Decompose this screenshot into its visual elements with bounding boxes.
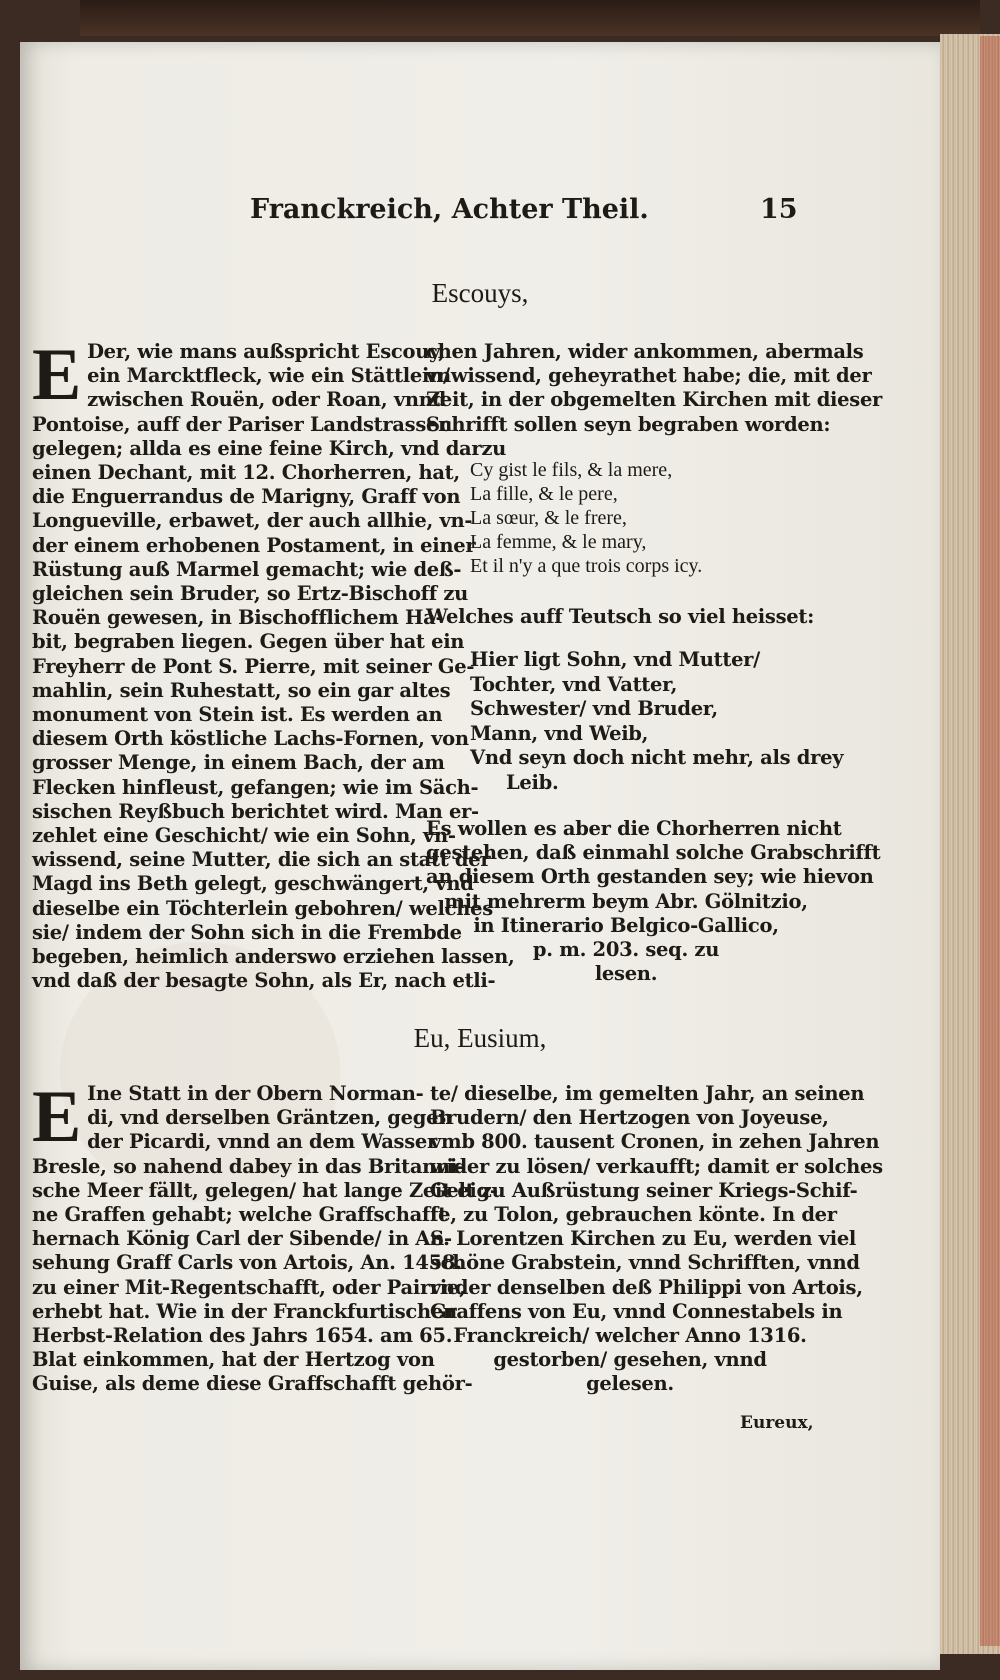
text-line: Welches auff Teutsch so viel heisset: [426, 605, 814, 628]
text-line: Magd ins Beth gelegt, geschwängert, vnd [32, 872, 474, 896]
drop-cap: E [32, 334, 82, 416]
text-line: an diesem Orth gestanden sey; wie hievon [426, 865, 874, 889]
text-line: S. Lorentzen Kirchen zu Eu, werden viel [430, 1227, 857, 1251]
catchword: Eureux, [740, 1413, 814, 1433]
text-line: monument von Stein ist. Es werden an [32, 703, 443, 727]
text-line: vnwissend, geheyrathet habe; die, mit der [426, 364, 872, 388]
translation-intro [426, 605, 826, 629]
eu-right-column [430, 1082, 883, 1397]
section-title-eu: Eu, Eusium, [413, 1023, 547, 1053]
text-line: Vnd seyn doch nicht mehr, als drey [470, 746, 844, 769]
text-line: sie/ indem der Sohn sich in die Frembde [32, 920, 462, 944]
german-epitaph [470, 648, 850, 795]
text-line: Bresle, so nahend dabey in das Britanni- [32, 1154, 465, 1178]
text-line: mit mehrerm beym Abr. Gölnitzio, [444, 889, 808, 913]
text-line: Freyherr de Pont S. Pierre, mit seiner Ge- [32, 654, 475, 678]
running-head: Franckreich, Achter Theil. [250, 194, 649, 225]
text-line: in Itinerario Belgico-Gallico, [473, 913, 779, 937]
escouys-right-intro [426, 340, 883, 437]
text-line: mahlin, sein Ruhestatt, so ein gar altes [32, 678, 451, 702]
text-line: Leib. [506, 770, 559, 794]
text-line: wider zu lösen/ verkaufft; damit er solches [430, 1154, 883, 1178]
text-line: gleichen sein Bruder, so Ertz-Bischoff zu [32, 582, 468, 606]
text-line: bit, begraben liegen. Gegen über hat ein [32, 630, 465, 654]
text-line: Pontoise, auff der Pariser Landstrassen [32, 412, 452, 436]
page-number: 15 [760, 194, 798, 225]
text-line: zwischen Rouën, oder Roan, vnnd [87, 388, 447, 412]
text-line: ein Marcktfleck, wie ein Stättlein/ [87, 364, 450, 388]
text-line: Herbst-Relation des Jahrs 1654. am 65. [32, 1324, 453, 1348]
text-line: Es wollen es aber die Chorherren nicht [426, 817, 842, 840]
text-line: Flecken hinfleust, gefangen; wie im Säch- [32, 775, 479, 799]
text-line: di, vnd derselben Gräntzen, gegen [87, 1106, 453, 1130]
section-title-escouys: Escouys, [431, 278, 529, 308]
escouys-left-column [32, 334, 515, 993]
text-line: Der, wie mans außspricht Escouy, [87, 340, 445, 363]
text-line: p. m. 203. seq. zu [532, 938, 720, 962]
text-line: gestorben/ gesehen, vnnd [493, 1348, 767, 1372]
text-line: gelesen. [586, 1372, 674, 1396]
text-line: Hier ligt Sohn, vnd Mutter/ [470, 648, 760, 671]
eu-left-column [32, 1076, 498, 1397]
text-line: diesem Orth köstliche Lachs-Fornen, von [32, 727, 469, 751]
text-line: La fille, & le pere, [470, 483, 618, 505]
text-line: Rouën gewesen, in Bischofflichem Ha- [32, 606, 444, 630]
text-line: einen Dechant, mit 12. Chorherren, hat, [32, 461, 460, 485]
text-line: vnder denselben deß Philippi von Artois, [430, 1275, 863, 1299]
text-line: wissend, seine Mutter, die sich an statt der [32, 848, 491, 872]
text-line: Guise, als deme diese Graffschafft gehör- [32, 1372, 473, 1396]
text-line: Longueville, erbawet, der auch allhie, vn- [32, 509, 473, 533]
text-line: La femme, & le mary, [470, 531, 647, 553]
text-line: chen Jahren, wider ankommen, abermals [426, 340, 864, 363]
text-line: vmb 800. tausent Cronen, in zehen Jahren [430, 1130, 880, 1154]
text-line: Blat einkommen, hat der Hertzog von [32, 1348, 435, 1372]
text-line: fe, zu Tolon, gebrauchen könte. In der [430, 1203, 837, 1227]
text-line: Mann, vnd Weib, [470, 721, 649, 745]
escouys-closing [426, 817, 881, 986]
text-line: Rüstung auß Marmel gemacht; wie deß- [32, 557, 462, 581]
text-line: der Picardi, vnnd an dem Wasser [87, 1130, 437, 1154]
text-line: gelegen; allda es eine feine Kirch, vnd darzu [32, 436, 506, 460]
text-line: Cy gist le fils, & la mere, [470, 459, 673, 481]
text-line: Schwester/ vnd Bruder, [470, 697, 718, 720]
text-line: Zeit, in der obgemelten Kirchen mit dieser [426, 388, 883, 412]
drop-cap: E [32, 1076, 82, 1158]
text-line: La sœur, & le frere, [470, 507, 627, 529]
text-line: ne Graffen gehabt; welche Graffschafft [32, 1203, 447, 1227]
text-line: begeben, heimlich anderswo erziehen lassen, [32, 945, 515, 969]
text-line: die Enguerrandus de Marigny, Graff von [32, 485, 461, 509]
text-line: grosser Menge, in einem Bach, der am [32, 751, 445, 775]
text-line: Brudern/ den Hertzogen von Joyeuse, [430, 1106, 829, 1130]
text-line: erhebt hat. Wie in der Franckfurtischen [32, 1299, 457, 1323]
text-line: zu einer Mit-Regentschafft, oder Pairrie, [32, 1275, 466, 1299]
text-line: Graffens von Eu, vnnd Connestabels in [430, 1299, 843, 1323]
text-line: vnd daß der besagte Sohn, als Er, nach etli- [32, 969, 496, 993]
french-epitaph [470, 458, 830, 578]
text-line: sehung Graff Carls von Artois, An. 1458. [32, 1251, 462, 1275]
text-line: schöne Grabstein, vnnd Schrifften, vnnd [430, 1251, 860, 1275]
text-line: Franckreich/ welcher Anno 1316. [453, 1324, 807, 1348]
book-spine-edge [80, 0, 980, 36]
text-line: Tochter, vnd Vatter, [470, 672, 678, 696]
text-line: sischen Reyßbuch berichtet wird. Man er- [32, 799, 479, 823]
text-line: zehlet eine Geschicht/ wie ein Sohn, vn- [32, 824, 456, 848]
text-line: lesen. [594, 962, 658, 986]
text-line: der einem erhobenen Postament, in einer [32, 533, 476, 557]
text-line: Et il n'y a que trois corps icy. [470, 555, 703, 577]
red-edge-stain [980, 36, 1000, 1646]
text-line: sche Meer fällt, gelegen/ hat lange Zeit eig- [32, 1178, 498, 1202]
text-line: te/ dieselbe, im gemelten Jahr, an seinen [430, 1082, 865, 1105]
text-line: Schrifft sollen seyn begraben worden: [426, 412, 831, 436]
text-line: dieselbe ein Töchterlein gebohren/ welches [32, 896, 493, 920]
text-line: Gelt zu Außrüstung seiner Kriegs-Schif- [430, 1178, 858, 1202]
text-line: hernach König Carl der Sibende/ in An- [32, 1227, 452, 1251]
text-line: Ine Statt in der Obern Norman- [87, 1082, 424, 1105]
text-line: gestehen, daß einmahl solche Grabschrifft [426, 841, 881, 865]
